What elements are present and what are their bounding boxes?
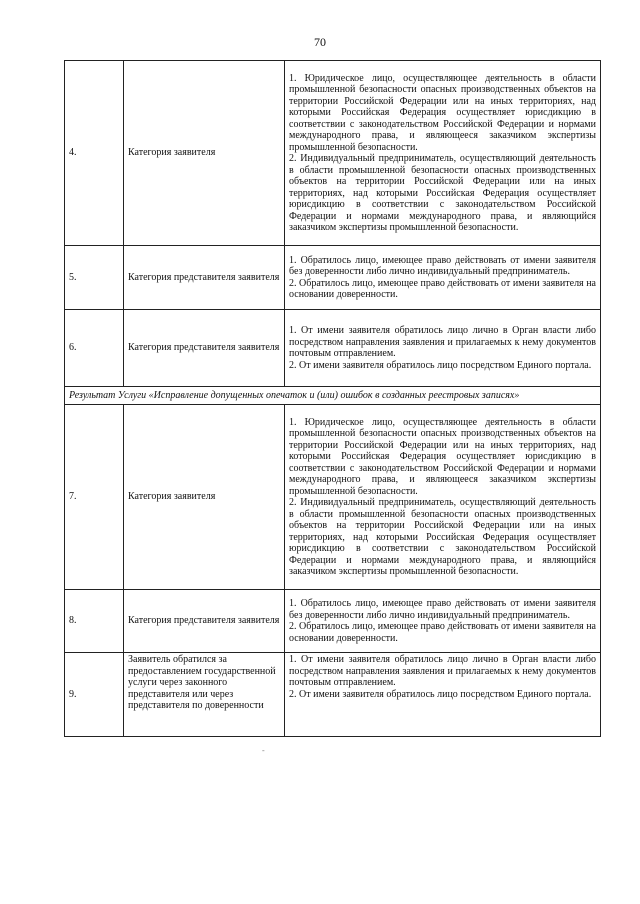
service-result-heading: Результат Услуги «Исправление допущенных опечаток и (или) ошибок в созданных реестровых записях» (65, 387, 601, 405)
row-category: Категория представителя заявителя (124, 590, 285, 653)
row-number: 8. (65, 590, 124, 653)
description-paragraph: 1. Обратилось лицо, имеющее право действовать от имени заявителя без доверенности либо лично индивидуальный предприниматель. (289, 598, 596, 621)
stray-mark: - (262, 746, 265, 755)
row-category: Заявитель обратился за предоставлением государственной услуги через законного представителя или через представителя по доверенности (124, 653, 285, 737)
table-row (65, 310, 601, 387)
description-paragraph: 1. От имени заявителя обратилось лицо лично в Орган власти либо посредством направления заявления и прилагаемых к нему документов почтовым отправлением. (289, 325, 596, 359)
row-description (285, 653, 601, 737)
row-description (285, 590, 601, 653)
row-description (285, 405, 601, 590)
row-number: 5. (65, 246, 124, 310)
row-category: Категория заявителя (124, 405, 285, 590)
description-paragraph: 2. Обратилось лицо, имеющее право действовать от имени заявителя на основании доверенности. (289, 277, 596, 300)
row-description (285, 310, 601, 387)
row-description (285, 246, 601, 310)
page-number: 70 (314, 35, 326, 49)
table-row (65, 61, 601, 246)
description-paragraph: 2. От имени заявителя обратилось лицо посредством Единого портала. (289, 359, 592, 371)
description-paragraph: 1. От имени заявителя обратилось лицо лично в Орган власти либо посредством направления заявления и прилагаемых к нему документов почтовым отправлением. (289, 654, 596, 688)
row-number: 7. (65, 405, 124, 590)
row-number: 6. (65, 310, 124, 387)
table-row (65, 653, 601, 737)
description-paragraph: 2. От имени заявителя обратилось лицо посредством Единого портала. (289, 688, 592, 700)
applicant-categories-table (64, 60, 601, 737)
result-row (65, 387, 601, 405)
row-number: 9. (65, 653, 124, 737)
table-row (65, 590, 601, 653)
table-row (65, 246, 601, 310)
description-paragraph: 1. Юридическое лицо, осуществляющее деятельность в области промышленной безопасности опасных производственных объектов на территории Российской Федерации или на иных территориях, над которыми Российская Федерация осуществляет юрисдикцию в соответствии с законодательством Российской Федерации и нормами международного права, и являющееся заказчиком экспертизы промышленной безопасности. (289, 416, 596, 497)
description-paragraph: 1. Юридическое лицо, осуществляющее деятельность в области промышленной безопасности опасных производственных объектов на территории Российской Федерации или на иных территориях, над которыми Российская Федерация осуществляет юрисдикцию в соответствии с законодательством Российской Федерации и нормами международного права, и являющееся заказчиком экспертизы промышленной безопасности. (289, 72, 596, 153)
row-description (285, 61, 601, 246)
row-number: 4. (65, 61, 124, 246)
row-category: Категория представителя заявителя (124, 246, 285, 310)
table-row (65, 405, 601, 590)
row-category: Категория представителя заявителя (124, 310, 285, 387)
description-paragraph: 2. Обратилось лицо, имеющее право действовать от имени заявителя на основании доверенности. (289, 621, 596, 644)
row-category: Категория заявителя (124, 61, 285, 246)
description-paragraph: 1. Обратилось лицо, имеющее право действовать от имени заявителя без доверенности либо лично индивидуальный предприниматель. (289, 254, 596, 277)
description-paragraph: 2. Индивидуальный предприниматель, осуществляющий деятельность в области промышленной безопасности опасных производственных объектов на территории Российской Федерации или на иных территориях, над которыми Российская Федерация осуществляет юрисдикцию в соответствии с законодательством Российской Федерации и нормами международного права, и являющийся заказчиком экспертизы промышленной безопасности. (289, 153, 596, 233)
description-paragraph: 2. Индивидуальный предприниматель, осуществляющий деятельность в области промышленной безопасности опасных производственных объектов на территории Российской Федерации или на иных территориях, над которыми Российская Федерация осуществляет юрисдикцию в соответствии с законодательством Российской Федерации и нормами международного права, и являющийся заказчиком экспертизы промышленной безопасности. (289, 497, 596, 577)
